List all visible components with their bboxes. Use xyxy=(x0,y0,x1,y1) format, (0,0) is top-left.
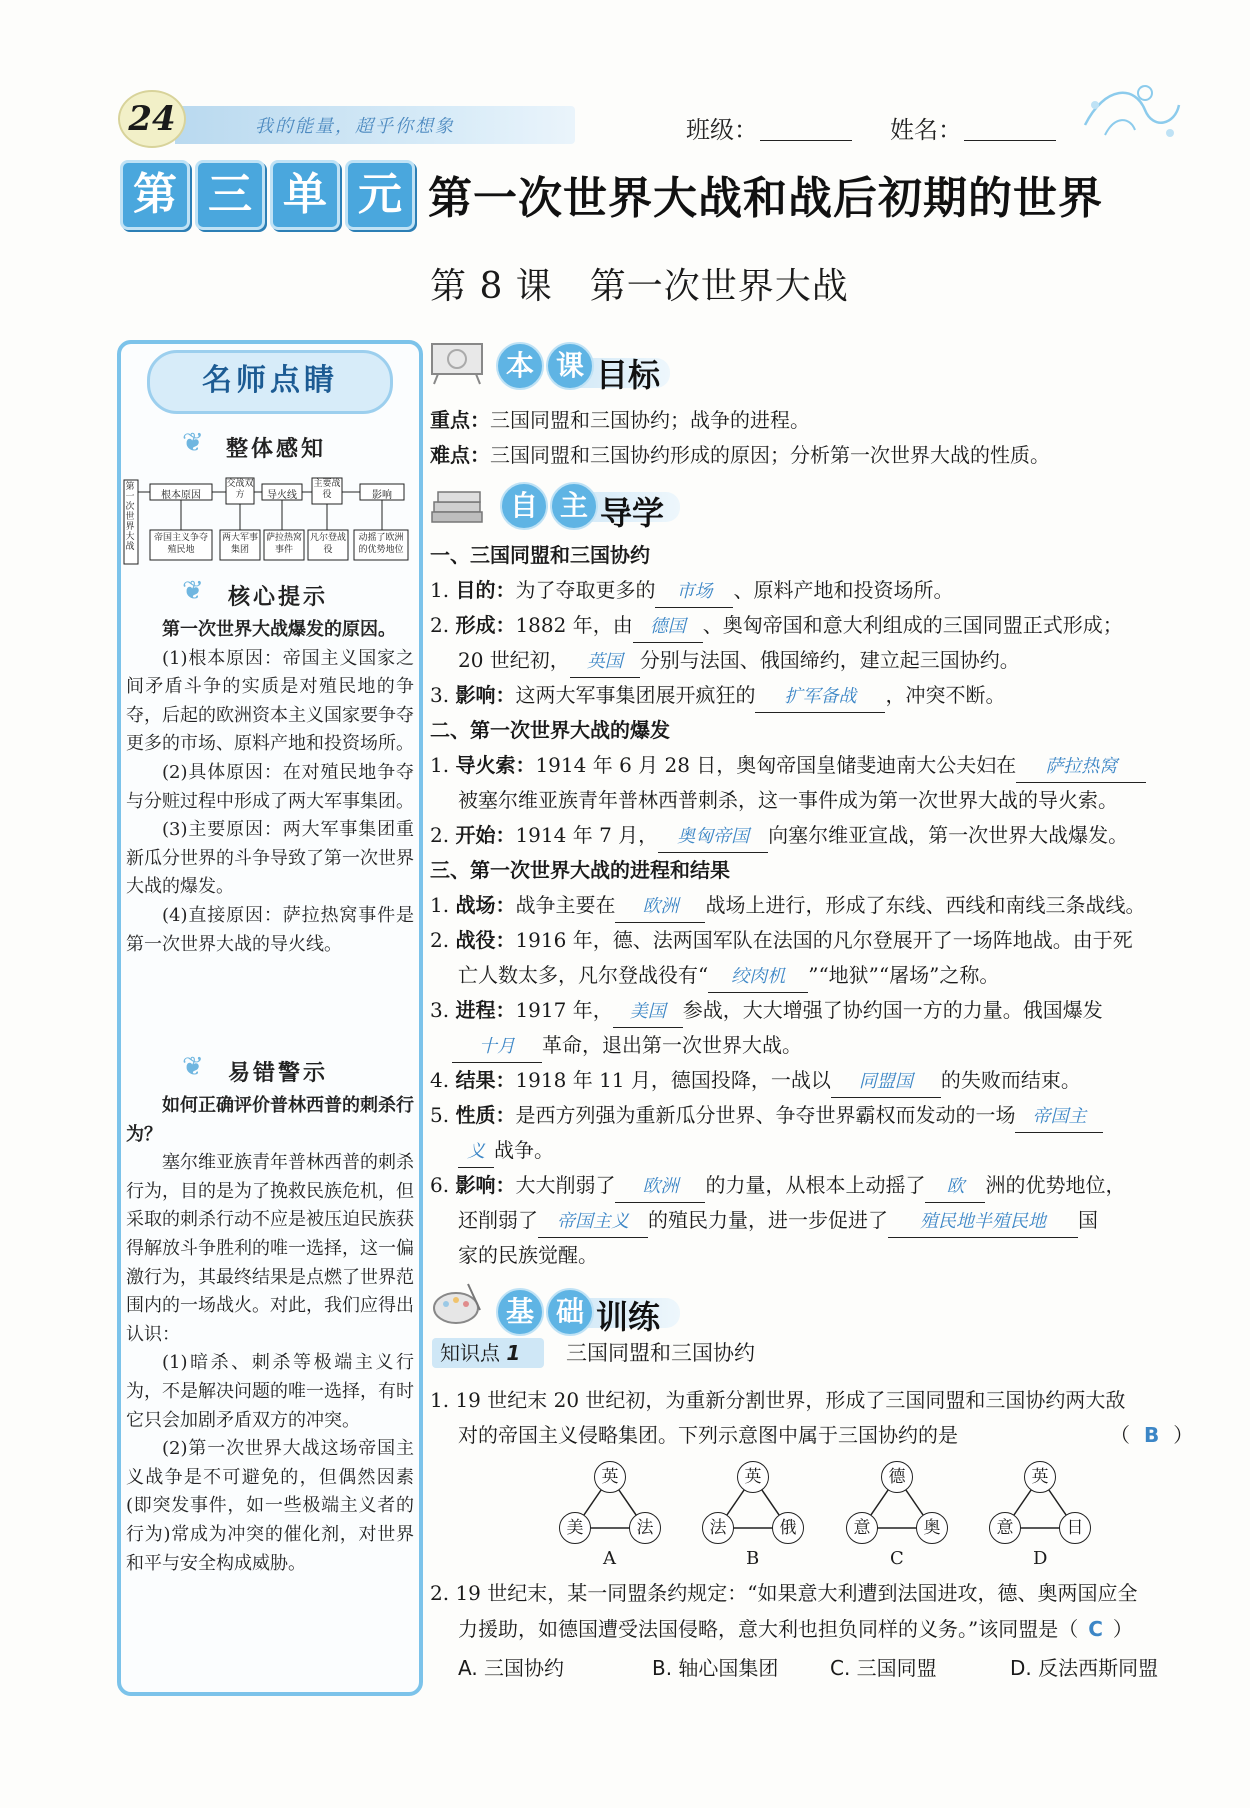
knowledge-point-title: 三国同盟和三国协约 xyxy=(566,1341,755,1365)
difficulty-line xyxy=(430,440,1050,470)
core-point-2: (2)具体原因：在对殖民地争夺与分赃过程中形成了两大军事集团。 xyxy=(126,761,414,812)
answer-blank: 奥匈帝国 xyxy=(658,822,768,853)
study-line xyxy=(458,1205,1098,1238)
flow-side-label: 第一次世界大战 xyxy=(125,482,135,552)
class-label: 班级： xyxy=(686,116,758,144)
alliance-diagram-b xyxy=(698,1460,808,1570)
line-number: 1. xyxy=(430,893,450,917)
section-icon-char: 主 xyxy=(550,482,598,530)
answer-blank: 德国 xyxy=(633,612,703,643)
subheading-3: 三、第一次世界大战的进程和结果 xyxy=(430,858,730,882)
line-text: 向塞尔维亚宣战，第一次世界大战爆发。 xyxy=(768,823,1129,847)
line-text: 战争主要在 xyxy=(515,893,616,917)
line-number: 2. xyxy=(430,823,450,847)
core-point-3: (3)主要原因：两大军事集团重新瓜分世界的斗争导致了第一次世界大战的爆发。 xyxy=(126,819,414,898)
line-text: ，冲突不断。 xyxy=(885,683,1006,707)
study-line xyxy=(430,820,1128,853)
alliance-diagram-a xyxy=(555,1460,665,1570)
sidebar-sec-overview: 整体感知 xyxy=(226,437,327,462)
section-icon-char: 基 xyxy=(496,1288,544,1336)
answer-blank: 帝国主义 xyxy=(538,1207,648,1238)
country-node: 英 xyxy=(1024,1461,1056,1493)
line-text: 力援助，如德国遭受法国侵略，意大利也担负同样的义务。”该同盟是（ xyxy=(458,1617,1079,1641)
line-number: 3. xyxy=(430,683,450,707)
country-node: 德 xyxy=(881,1461,913,1493)
line-text: 、原料产地和投资场所。 xyxy=(733,578,954,602)
study-line xyxy=(430,1100,1103,1133)
line-text: 1882 年，由 xyxy=(515,613,633,637)
class-blank xyxy=(760,140,852,141)
line-keyword: 形成： xyxy=(455,613,516,637)
answer-blank: 扩军备战 xyxy=(755,682,885,713)
option-d: D. 反法西斯同盟 xyxy=(1010,1656,1159,1680)
line-keyword: 战场： xyxy=(455,893,516,917)
study-line: 家的民族觉醒。 xyxy=(458,1243,598,1267)
line-keyword: 影响： xyxy=(455,683,516,707)
country-node: 美 xyxy=(559,1512,591,1544)
difficulty-text: 三国同盟和三国协约形成的原因；分析第一次世界大战的性质。 xyxy=(490,443,1050,467)
line-text: 还削弱了 xyxy=(458,1208,538,1232)
warning-para-2: (1)暗杀、刺杀等极端主义行为，不是解决问题的唯一选择，有时它只会加剧矛盾双方的冲突。 xyxy=(126,1352,414,1431)
line-text: 参战，大大增强了协约国一方的力量。俄国爆发 xyxy=(682,998,1103,1022)
line-text: 是西方列强为重新瓜分世界、争夺世界霸权而发动的一场 xyxy=(515,1103,1016,1127)
difficulty-label: 难点： xyxy=(430,443,490,467)
line-text: 战场上进行，形成了东线、西线和南线三条战线。 xyxy=(705,893,1146,917)
key-point-line xyxy=(430,405,810,435)
country-node: 意 xyxy=(846,1512,878,1544)
answer-blank: 帝国主 xyxy=(1015,1102,1103,1133)
knowledge-point-tag xyxy=(432,1338,544,1368)
section-icon-char: 本 xyxy=(496,342,544,390)
study-line xyxy=(430,995,1103,1028)
country-node: 法 xyxy=(629,1512,661,1544)
option-b: B. 轴心国集团 xyxy=(652,1656,779,1680)
answer-blank: 义 xyxy=(458,1137,494,1168)
study-line xyxy=(452,1030,802,1063)
line-text: 大大削弱了 xyxy=(515,1173,616,1197)
unit-char-3: 单 xyxy=(270,160,340,230)
choice-answer: C xyxy=(1088,1617,1103,1641)
core-point-4: (4)直接原因：萨拉热窝事件是第一次世界大战的导火线。 xyxy=(126,904,414,955)
country-node: 俄 xyxy=(772,1512,804,1544)
line-text: 这两大军事集团展开疯狂的 xyxy=(515,683,756,707)
line-text: 1918 年 11 月，德国投降，一战以 xyxy=(515,1068,831,1092)
line-text: 1917 年， xyxy=(515,998,613,1022)
diagram-label: D xyxy=(1033,1548,1048,1569)
flourish-ornament xyxy=(1075,75,1185,145)
choice-answer: B xyxy=(1144,1423,1160,1447)
question-1-line-2: 对的帝国主义侵略集团。下列示意图中属于三国协约的是 xyxy=(458,1423,958,1447)
flow-node: 凡尔登战役 xyxy=(309,533,346,555)
country-node: 法 xyxy=(702,1512,734,1544)
section-title-study: 导学 xyxy=(600,494,665,532)
section-icon-char: 自 xyxy=(500,482,548,530)
warning-text xyxy=(126,1092,414,1578)
line-number: 5. xyxy=(430,1103,450,1127)
flow-node: 动摇了欧洲的优势地位 xyxy=(358,533,404,555)
slogan: 我的能量，超乎你想象 xyxy=(255,116,455,137)
option-c: C. 三国同盟 xyxy=(830,1656,937,1680)
line-number: 3. xyxy=(430,998,450,1022)
question-2-line-1: 2. 19 世纪末，某一同盟条约规定：“如果意大利遭到法国进攻，德、奥两国应全 xyxy=(430,1581,1138,1605)
board-icon xyxy=(428,340,488,386)
line-number: 2. xyxy=(430,928,450,952)
study-line xyxy=(430,610,1123,643)
answer-blank: 美国 xyxy=(613,997,683,1028)
answer-blank: 英国 xyxy=(570,647,640,678)
flow-node: 根本原因 xyxy=(161,490,201,501)
flow-node: 两大军事集团 xyxy=(221,533,258,555)
paren: （ xyxy=(1110,1423,1130,1447)
flow-node: 萨拉热窝事件 xyxy=(265,533,302,555)
option-a: A. 三国协约 xyxy=(458,1656,565,1680)
warning-para-1: 塞尔维亚族青年普林西普的刺杀行为，目的是为了挽救民族危机，但采取的刺杀行动不应是被压迫民族获得解放斗争胜利的唯一选择，这一偏激行为，其最终结果是点燃了世界范围内的一场战火。对此，我们应得出认识： xyxy=(126,1152,414,1345)
paren: ） xyxy=(1112,1617,1133,1641)
line-text: ”“地狱”“屠场”之称。 xyxy=(808,963,1000,987)
paren: ） xyxy=(1173,1423,1194,1447)
name-label: 姓名： xyxy=(890,116,962,144)
study-line xyxy=(430,680,1005,713)
line-number: 6. xyxy=(430,1173,450,1197)
unit-char-1: 第 xyxy=(120,160,190,230)
line-text: 分别与法国、俄国缔约，建立起三国协约。 xyxy=(639,648,1020,672)
study-line xyxy=(430,575,953,608)
study-line xyxy=(430,925,1133,955)
question-2-line-2 xyxy=(458,1614,1133,1644)
line-keyword: 结果： xyxy=(455,1068,516,1092)
name-blank xyxy=(964,140,1056,141)
warning-title: 如何正确评价普林西普的刺杀行为？ xyxy=(126,1095,414,1145)
unit-char-4: 元 xyxy=(345,160,415,230)
flow-node: 交战双方 xyxy=(226,479,254,500)
diagram-label: C xyxy=(890,1548,904,1569)
line-number: 1. xyxy=(430,753,450,777)
line-number: 4. xyxy=(430,1068,450,1092)
line-text: 20 世纪初， xyxy=(458,648,570,672)
study-line xyxy=(430,1065,1081,1098)
butterfly-icon: ❦ xyxy=(182,428,204,458)
line-keyword: 进程： xyxy=(455,998,516,1022)
answer-blank: 欧洲 xyxy=(615,1172,705,1203)
palette-icon xyxy=(428,1280,488,1326)
butterfly-icon: ❦ xyxy=(182,576,204,606)
flow-node: 主要战役 xyxy=(313,479,341,500)
flow-node: 影响 xyxy=(372,490,392,501)
line-text: 为了夺取更多的 xyxy=(515,578,656,602)
section-icon-char: 础 xyxy=(546,1288,594,1336)
line-text: 革命，退出第一次世界大战。 xyxy=(542,1033,802,1057)
section-title-training: 训练 xyxy=(596,1298,661,1336)
unit-title: 第一次世界大战和战后初期的世界 xyxy=(428,173,1103,224)
line-text: 亡人数太多，凡尔登战役有“ xyxy=(458,963,709,987)
flow-node: 帝国主义争夺殖民地 xyxy=(153,533,208,555)
country-node: 英 xyxy=(737,1461,769,1493)
country-node: 日 xyxy=(1059,1512,1091,1544)
country-node: 英 xyxy=(594,1461,626,1493)
line-text: 洲的优势地位， xyxy=(985,1173,1126,1197)
answer-blank: 殖民地半殖民地 xyxy=(888,1207,1078,1238)
unit-char-2: 三 xyxy=(195,160,265,230)
alliance-diagram-c xyxy=(842,1460,952,1570)
answer-blank: 十月 xyxy=(452,1032,542,1063)
study-line xyxy=(458,1135,554,1168)
line-keyword: 影响： xyxy=(455,1173,516,1197)
line-number: 1. xyxy=(430,578,450,602)
core-tips-text xyxy=(126,616,414,959)
line-keyword: 目的： xyxy=(455,578,516,602)
sidebar-heading: 名师点睛 xyxy=(147,350,393,414)
question-1-answer xyxy=(1110,1420,1193,1450)
key-label: 重点： xyxy=(430,408,490,432)
alliance-diagram-d xyxy=(985,1460,1095,1570)
line-text: 1916 年，德、法两国军队在法国的凡尔登展开了一场阵地战。由于死 xyxy=(515,928,1133,952)
answer-blank: 市场 xyxy=(655,577,733,608)
line-keyword: 性质： xyxy=(455,1103,516,1127)
core-point-1: (1)根本原因：帝国主义国家之间矛盾斗争的实质是对殖民地的争夺，后起的欧洲资本主义国家要争夺更多的市场、原料产地和投资场所。 xyxy=(126,647,414,755)
study-line xyxy=(458,645,1020,678)
kp-label: 知识点 xyxy=(440,1341,500,1365)
country-node: 奥 xyxy=(916,1512,948,1544)
books-icon xyxy=(428,480,488,526)
line-text: 的殖民力量，进一步促进了 xyxy=(648,1208,888,1232)
subheading-1: 一、三国同盟和三国协约 xyxy=(430,543,650,567)
answer-blank: 欧 xyxy=(925,1172,985,1203)
answer-blank: 萨拉热窝 xyxy=(1016,752,1146,783)
sidebar-sec-warning: 易错警示 xyxy=(228,1061,329,1086)
line-keyword: 战役： xyxy=(455,928,516,952)
line-text: 1914 年 7 月， xyxy=(515,823,659,847)
key-text: 三国同盟和三国协约；战争的进程。 xyxy=(490,408,810,432)
sidebar-sec-core: 核心提示 xyxy=(228,585,329,610)
diagram-label: B xyxy=(746,1548,760,1569)
diagram-label: A xyxy=(603,1548,616,1569)
line-text: 的力量，从根本上动摇了 xyxy=(705,1173,926,1197)
line-text: 的失败而结束。 xyxy=(940,1068,1081,1092)
study-line xyxy=(430,750,1146,783)
core-title: 第一次世界大战爆发的原因。 xyxy=(162,619,396,640)
study-line xyxy=(430,1170,1125,1203)
study-line xyxy=(458,960,999,993)
section-icon-char: 课 xyxy=(546,342,594,390)
lesson-title: 第 8 课 第一次世界大战 xyxy=(430,266,849,307)
page-number: 24 xyxy=(118,90,186,148)
section-title-goals: 目标 xyxy=(596,356,661,394)
kp-number: 1 xyxy=(506,1341,521,1365)
line-keyword: 导火索： xyxy=(455,753,536,777)
answer-blank: 绞肉机 xyxy=(708,962,808,993)
warning-para-3: (2)第一次世界大战这场帝国主义战争是不可避免的，但偶然因素(即突发事件，如一些极端主义者的行为)常成为冲突的催化剂，对世界和平与安全构成威胁。 xyxy=(126,1438,414,1574)
line-text: 1914 年 6 月 28 日，奥匈帝国皇储斐迪南大公夫妇在 xyxy=(535,753,1017,777)
line-keyword: 开始： xyxy=(455,823,516,847)
answer-blank: 同盟国 xyxy=(831,1067,941,1098)
question-1-line-1: 1. 19 世纪末 20 世纪初，为重新分割世界，形成了三国同盟和三国协约两大敌 xyxy=(430,1388,1126,1412)
line-text: 、奥匈帝国和意大利组成的三国同盟正式形成； xyxy=(702,613,1123,637)
flow-node: 导火线 xyxy=(267,490,297,501)
answer-blank: 欧洲 xyxy=(615,892,705,923)
study-line: 被塞尔维亚族青年普林西普刺杀，这一事件成为第一次世界大战的导火索。 xyxy=(458,788,1118,812)
line-number: 2. xyxy=(430,613,450,637)
country-node: 意 xyxy=(989,1512,1021,1544)
line-text: 战争。 xyxy=(494,1138,554,1162)
subheading-2: 二、第一次世界大战的爆发 xyxy=(430,718,670,742)
butterfly-icon: ❦ xyxy=(182,1052,204,1082)
line-text: 国 xyxy=(1078,1208,1098,1232)
study-line xyxy=(430,890,1145,923)
